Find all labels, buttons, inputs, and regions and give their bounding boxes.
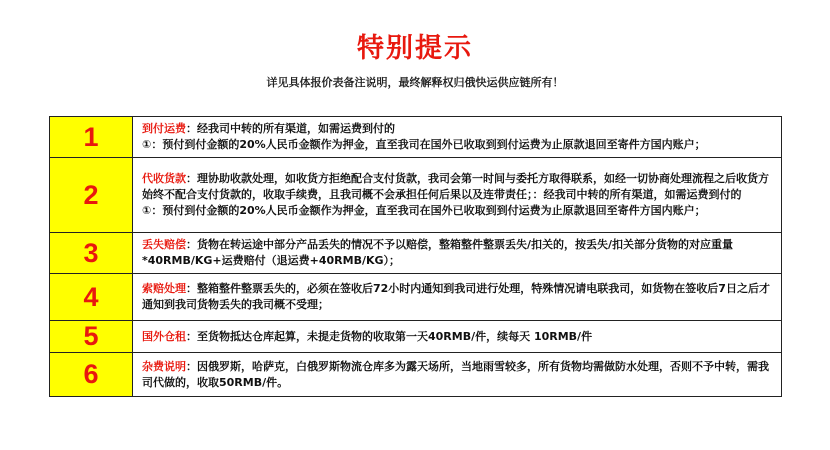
notice-table [49, 116, 782, 397]
table-row [50, 233, 782, 274]
item-text: ：经我司中转的所有渠道，如需运费到付的 [186, 122, 395, 135]
item-number: 3 [50, 233, 133, 274]
item-label: 代收货款 [142, 172, 186, 185]
item-number: 2 [50, 158, 133, 233]
item-label: 国外仓租 [142, 329, 186, 343]
item-text: ：货物在转运途中部分产品丢失的情况不予以赔偿，整箱整件整票丢失/扣关的，按丢失/扣关部分货物的对应重量*40RMB/KG+运费赔付（退运费+40RMB/KG）； [142, 238, 734, 267]
item-number: 5 [50, 321, 133, 353]
item-content [133, 321, 782, 353]
page-subtitle: 详见具体报价表备注说明，最终解释权归俄快运供应链所有！ [266, 76, 564, 89]
item-text: ：至货物抵达仓库起算，未提走货物的收取第一天40RMB/件，续每天 10RMB/件 [186, 329, 593, 343]
item-label: 索赔处理 [142, 282, 186, 295]
table-row [50, 353, 782, 397]
table-row [50, 321, 782, 353]
item-content [133, 158, 782, 233]
item-label: 丢失赔偿 [142, 238, 186, 251]
item-text: ：因俄罗斯，哈萨克，白俄罗斯物流仓库多为露天场所，当地雨雪较多，所有货物均需做防水处理，否则不予中转，需我司代做的，收取50RMB/件。 [142, 359, 769, 389]
page-title: 特别提示 [357, 33, 473, 64]
table-row [50, 117, 782, 158]
table-row [50, 158, 782, 233]
item-label: 杂费说明 [142, 359, 186, 373]
item-label: 到付运费 [142, 122, 186, 135]
table-row [50, 274, 782, 321]
item-text: ：理协助收款处理，如收货方拒绝配合支付货款，我司会第一时间与委托方取得联系，如经一切协商处理流程之后收货方始终不配合支付货款的，收取手续费，且我司概不会承担任何后果以及连带责任；：经我司中转的所有渠道，如需运费到付的 [142, 172, 769, 201]
item-number: 6 [50, 353, 133, 397]
item-number: 4 [50, 274, 133, 321]
item-content [133, 353, 782, 397]
item-note: ①：预付到付金额的20%人民币金额作为押金，直至我司在国外已收取到到付运费为止原款退回至寄件方国内账户； [142, 138, 706, 151]
item-content [133, 233, 782, 274]
item-note: ①：预付到付金额的20%人民币金额作为押金，直至我司在国外已收取到到付运费为止原款退回至寄件方国内账户； [142, 204, 706, 217]
item-content [133, 117, 782, 158]
item-content [133, 274, 782, 321]
item-number: 1 [50, 117, 133, 158]
item-text: ：整箱整件整票丢失的，必须在签收后72小时内通知到我司进行处理，特殊情况请电联我司，如货物在签收后7日之后才通知到我司货物丢失的我司概不受理； [142, 282, 770, 311]
